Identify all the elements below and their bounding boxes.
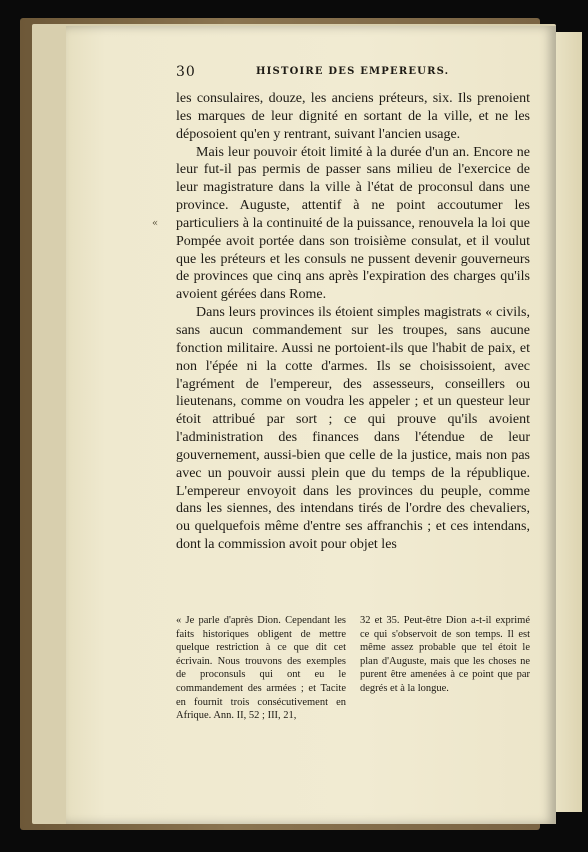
footnotes [176, 614, 530, 723]
paragraph-2: Mais leur pouvoir étoit limité à la durée d'un an. Encore ne leur fut-il pas permis de passer sans milieu de l'exercice de leur magistrature dans la ville à l'état de proconsul dans une province. Auguste, attentif à ne point accoutumer les particuliers à la continuité de la puissance, renouvela la loi que Pompée avoit portée dans son troisième consulat, et il voulut que les préteurs et les consuls ne pussent devenir gouverneurs de provinces que cinq ans après l'expiration des charges qu'ils avoient gérées dans Rome. [176, 144, 530, 303]
footnote-left-column: « Je parle d'après Dion. Cependant les faits historiques obligent de mettre quelque restriction à ce que dit cet écrivain. Nous trouvons des exemples de proconsuls qui ont eu le commandement des armées ; et Tacite en fournit trois consécutivement en Afrique. Ann. II, 52 ; III, 21, [176, 615, 346, 722]
running-title: HISTOIRE DES EMPEREURS. [256, 66, 450, 77]
paragraph-1: les consulaires, douze, les anciens préteurs, six. Ils prenoient les marques de leur dignité en sortant de la ville, et ne les déposoient qu'en y rentrant, suivant l'ancien usage. [176, 91, 530, 142]
page-text-block [176, 64, 530, 722]
paragraph-3: Dans leurs provinces ils étoient simples magistrats « civils, sans aucun commandement sur les troupes, sans aucune fonction militaire. Aussi ne portoient-ils que l'habit de paix, et non l'épée ni la cotte d'armes. Ils se choisissoient, avec l'agrément de l'empereur, des assesseurs, conseillers ou lieutenans, comme on voudra les appeler ; et un questeur leur étoit attribué par sort ; ce qui prouve qu'ils avoient l'administration des finances dans l'étendue de leur gouvernement, aussi-bien que celle de la justice, mais non pas avec un pouvoir aussi plein que du temps de la république. L'empereur envoyoit dans les provinces du peuple, comme dans les siennes, des intendans tirés de l'ordre des chevaliers, ou quelquefois même d'entre ses affranchis ; et ces intendans, dont la commission avoit pour objet les [176, 305, 530, 553]
page-number: 30 [176, 64, 196, 80]
footnote-right-column: 32 et 35. Peut-être Dion a-t-il exprimé ce qui s'observoit de son temps. Il est même assez probable que tel étoit le plan d'Auguste, mais que les choses ne purent être amenées à ce point que par degrés et à la longue. [360, 615, 530, 694]
margin-note-marker: « [152, 218, 159, 229]
body-text [176, 90, 530, 554]
facing-page-edge [556, 32, 582, 812]
running-head [176, 64, 530, 84]
